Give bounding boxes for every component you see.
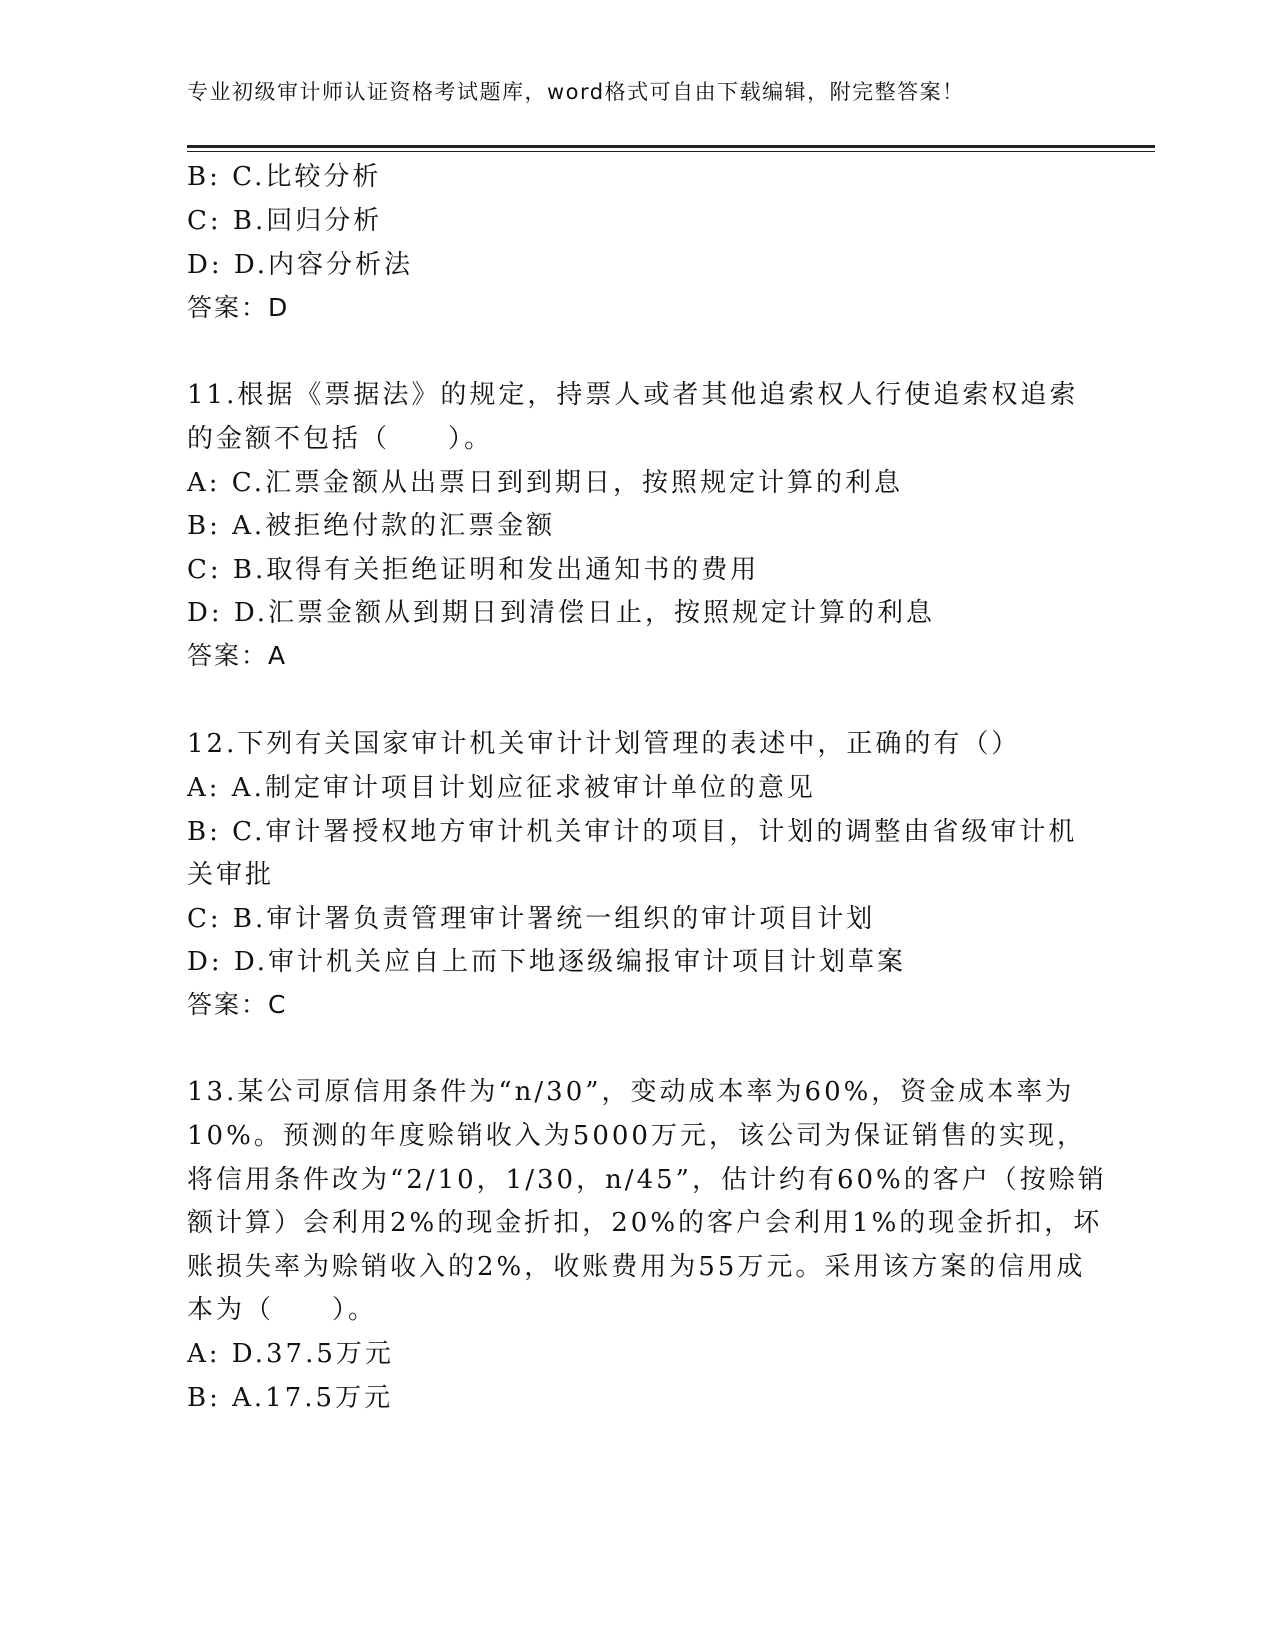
option-line: C: B.回归分析: [187, 206, 383, 236]
option-line: B: A.被拒绝付款的汇票金额: [187, 511, 556, 541]
option-line: B: C.比较分析: [187, 162, 382, 192]
question-text: 12.下列有关国家审计机关审计计划管理的表述中，正确的有（）: [187, 729, 1021, 759]
option-line: A: C.汇票金额从出票日到到期日，按照规定计算的利息: [187, 468, 904, 498]
option-line: D: D.汇票金额从到期日到清偿日止，按照规定计算的利息: [187, 598, 936, 628]
question-text: 的金额不包括（ ）。: [187, 424, 494, 454]
question-text: 额计算）会利用2%的现金折扣，20%的客户会利用1%的现金折扣，坏: [187, 1208, 1103, 1238]
answer-line: 答案：D: [187, 293, 290, 322]
option-line: D: D.内容分析法: [187, 250, 414, 280]
answer-line: 答案：C: [187, 990, 288, 1019]
question-text: 账损失率为赊销收入的2%，收账费用为55万元。采用该方案的信用成: [187, 1252, 1086, 1282]
question-text: 13.某公司原信用条件为“n/30”，变动成本率为60%，资金成本率为: [187, 1077, 1075, 1107]
header-rule-thick: [187, 145, 1155, 148]
option-line: 关审批: [187, 860, 275, 890]
page-header: 专业初级审计师认证资格考试题库，word格式可自由下载编辑，附完整答案！: [187, 80, 965, 104]
option-line: A: A.制定审计项目计划应征求被审计单位的意见: [187, 773, 816, 803]
question-text: 本为（ ）。: [187, 1295, 378, 1325]
option-line: D: D.审计机关应自上而下地逐级编报审计项目计划草案: [187, 947, 907, 977]
option-line: B: C.审计署授权地方审计机关审计的项目，计划的调整由省级审计机: [187, 817, 1078, 847]
option-line: C: B.审计署负责管理审计署统一组织的审计项目计划: [187, 904, 876, 934]
option-line: A: D.37.5万元: [187, 1339, 394, 1369]
header-rule-thin: [187, 151, 1155, 152]
option-line: B: A.17.5万元: [187, 1383, 394, 1413]
question-text: 10%。预测的年度赊销收入为5000万元，该公司为保证销售的实现，: [187, 1121, 1086, 1151]
option-line: C: B.取得有关拒绝证明和发出通知书的费用: [187, 555, 760, 585]
answer-line: 答案：A: [187, 641, 288, 670]
question-text: 将信用条件改为“2/10，1/30，n/45”，估计约有60%的客户（按赊销: [187, 1165, 1107, 1195]
question-text: 11.根据《票据法》的规定，持票人或者其他追索权人行使追索权追索: [187, 380, 1079, 410]
